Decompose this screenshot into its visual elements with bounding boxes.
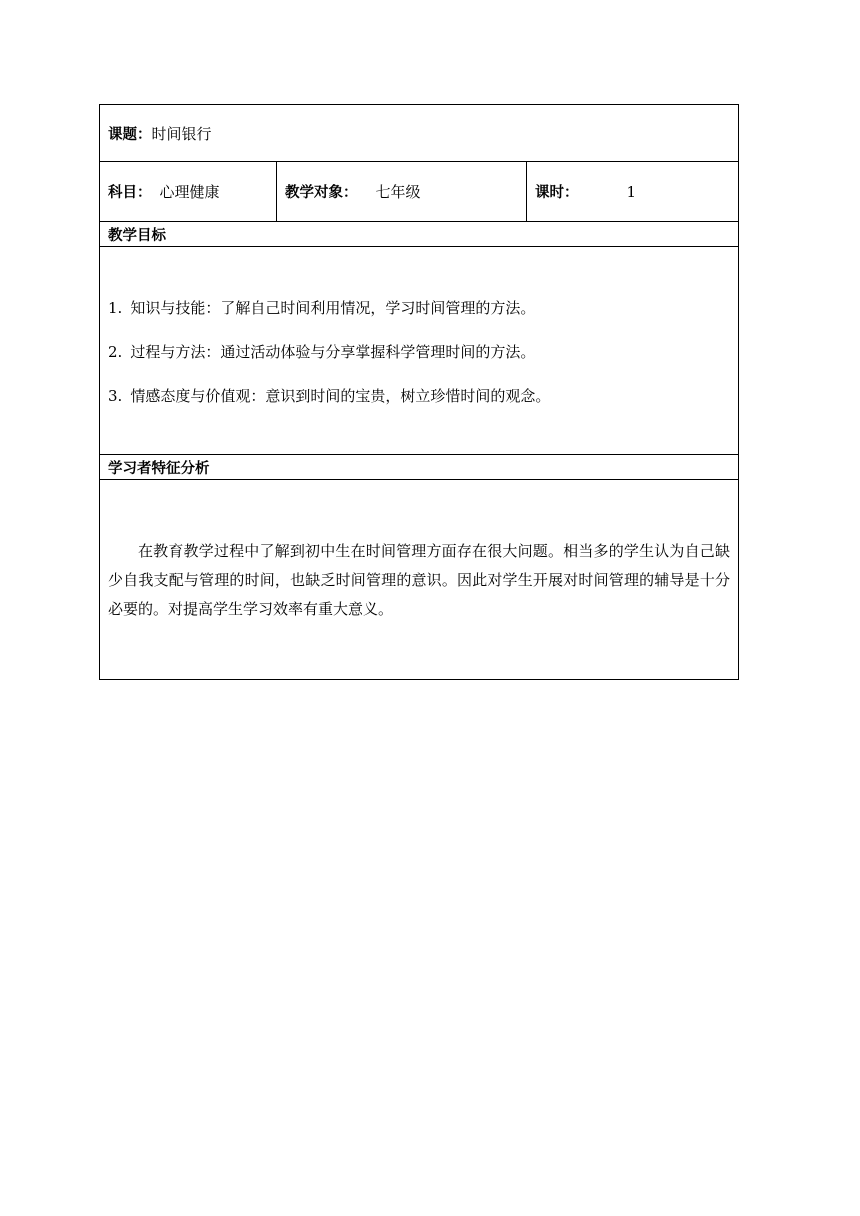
goals-cell <box>100 247 739 455</box>
goal-number: 1. <box>108 299 123 317</box>
audience-label: 教学对象： <box>285 185 358 201</box>
hours-label: 课时： <box>535 185 579 201</box>
audience-cell <box>277 162 527 222</box>
analysis-paragraph: 在教育教学过程中了解到初中生在时间管理方面存在很大问题。相当多的学生认为自己缺少自我支配与管理的时间，也缺乏时间管理的意识。因此对学生开展对时间管理的辅导是十分必要的。对提高学生学习效率有重大意义。 <box>108 542 730 618</box>
analysis-heading-cell <box>100 455 739 480</box>
goal-text: 知识与技能：了解自己时间利用情况，学习时间管理的方法。 <box>130 299 536 317</box>
goals-heading-row <box>100 222 739 247</box>
analysis-row <box>100 480 739 680</box>
topic-label: 课题： <box>108 126 152 143</box>
goal-item <box>108 341 730 363</box>
goals-heading-cell <box>100 222 739 247</box>
audience-value: 七年级 <box>375 183 421 201</box>
hours-cell <box>527 162 739 222</box>
topic-cell <box>100 105 739 162</box>
analysis-heading-row <box>100 455 739 480</box>
analysis-heading: 学习者特征分析 <box>108 460 210 477</box>
topic-value: 时间银行 <box>151 124 212 143</box>
subject-value: 心理健康 <box>159 183 220 201</box>
goals-row <box>100 247 739 455</box>
hours-value: 1 <box>626 183 637 201</box>
goal-item <box>108 297 730 319</box>
lesson-plan-table <box>99 104 739 680</box>
goal-item <box>108 385 730 407</box>
goals-list <box>108 247 730 407</box>
meta-row <box>100 162 739 222</box>
goal-text: 过程与方法：通过活动体验与分享掌握科学管理时间的方法。 <box>130 343 536 361</box>
subject-label: 科目： <box>108 185 152 201</box>
goal-number: 2. <box>108 343 123 361</box>
goals-heading: 教学目标 <box>108 227 166 244</box>
topic-row <box>100 105 739 162</box>
analysis-cell <box>100 480 739 680</box>
goal-text: 情感态度与价值观：意识到时间的宝贵，树立珍惜时间的观念。 <box>130 387 551 405</box>
goal-number: 3. <box>108 387 123 405</box>
subject-cell <box>100 162 277 222</box>
